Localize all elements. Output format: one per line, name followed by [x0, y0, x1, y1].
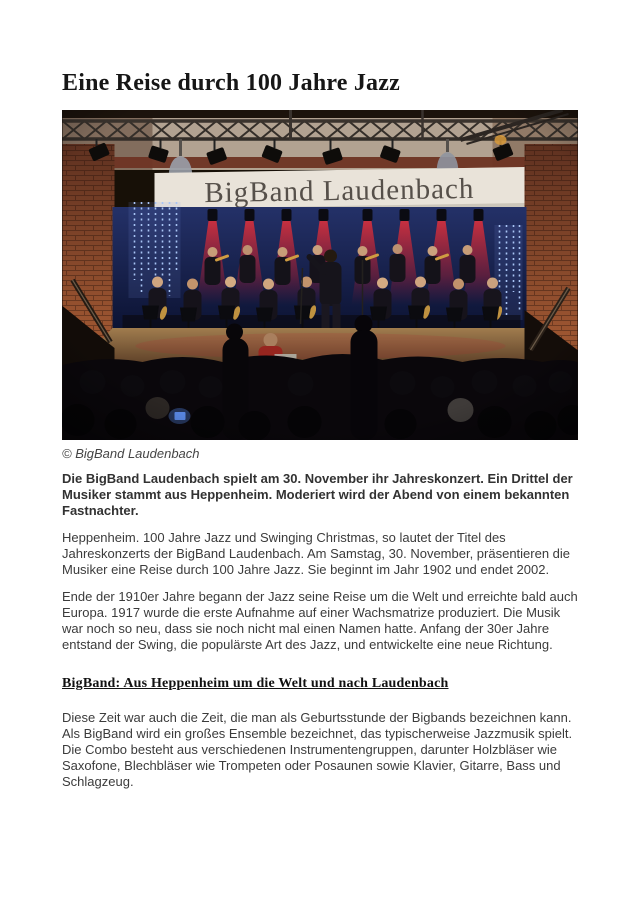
- article-paragraph: Ende der 1910er Jahre begann der Jazz seine Reise um die Welt und erreichte bald auch Europa. 1917 wurde die erste Aufnahme auf einer Wachsmatrize produziert. Die Musik war noch so neu, dass sie noch nicht mal einen Namen hatte. Anfang der 30er Jahre entstand der Swing, die populärste Art des Jazz, und entwickelte eine neue Richtung.: [62, 588, 578, 652]
- photo-caption: © BigBand Laudenbach: [62, 445, 200, 461]
- article-lead: Die BigBand Laudenbach spielt am 30. November ihr Jahreskonzert. Ein Drittel der Musiker stammt aus Heppenheim. Moderiert wird der Abend von einem bekannten Fastnachter.: [62, 470, 573, 518]
- article-figure: [62, 110, 578, 462]
- article-paragraph: Heppenheim. 100 Jahre Jazz und Swinging Christmas, so lautet der Titel des Jahreskonzerts der BigBand Laudenbach. Am Samstag, 30. November, präsentieren die Musiker eine Reise durch 100 Jahre Jazz. Sie beginnt im Jahr 1902 und endet 2002.: [62, 529, 571, 577]
- article-paragraph: Diese Zeit war auch die Zeit, die man als Geburtsstunde der Bigbands bezeichnen kann. Als BigBand wird ein großes Ensemble bezeichnet, das typischerweise Jazzmusik spielt. Die Combo besteht aus verschiedenen Instrumentengruppen, darunter Holzbläser wie Saxofone, Blechbläser wie Trompeten oder Posaunen sowie Klavier, Gitarre, Bass und Schlagzeug.: [62, 709, 573, 789]
- concert-photo-illustration: [62, 110, 578, 440]
- article-subheading: BigBand: Aus Heppenheim um die Welt und nach Laudenbach: [62, 675, 449, 691]
- article-photo: [62, 110, 578, 440]
- article-title: Eine Reise durch 100 Jahre Jazz: [62, 70, 400, 96]
